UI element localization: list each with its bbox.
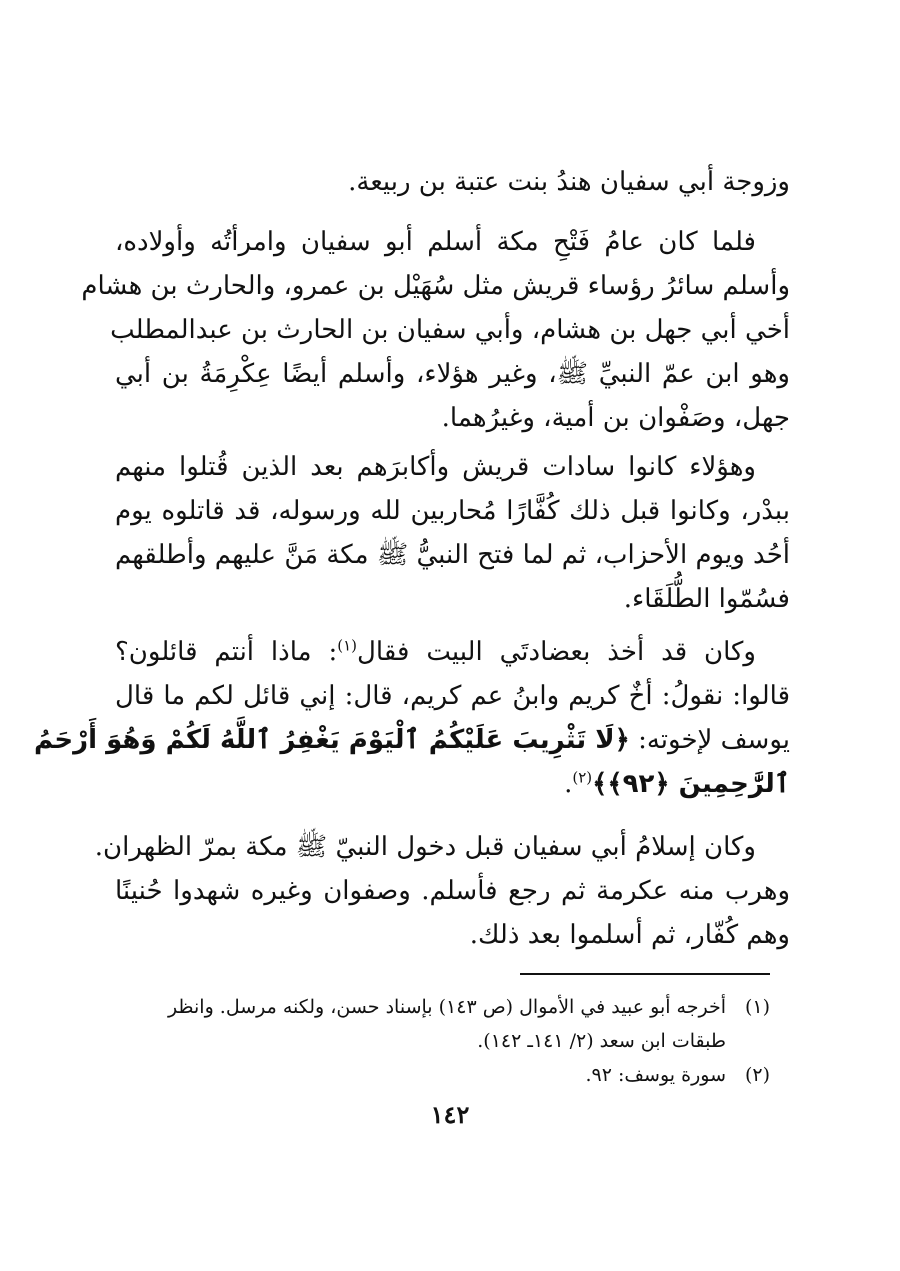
text-line: أخي أبي جهل بن هشام، وأبي سفيان بن الحارث بن عبدالمطلب (110, 315, 790, 345)
footnote-text: أخرجه أبو عبيد في الأموال (ص ١٤٣) بإسناد حسن، ولكنه مرسل. وانظر طبقات ابن سعد (٢/ ١٤١ـ ١٤٢). (167, 996, 726, 1052)
footnote-ref-2[interactable]: (٢) (572, 768, 593, 787)
text-line: وهؤلاء كانوا سادات قريش وأكابرَهم بعد الذين قُتلوا منهم (115, 452, 756, 482)
text-line: فسُمّوا الطُّلَقَاء. (623, 584, 790, 614)
paragraph-4 (34, 630, 790, 806)
paragraph-1 (115, 160, 790, 204)
text-line: وهرب منه عكرمة ثم رجع فأسلم. وصفوان وغيره شهدوا حُنينًا (115, 876, 790, 906)
page-number: ١٤٢ (430, 1100, 470, 1129)
text-line (115, 762, 790, 806)
text-segment: يوسف لإخوته: (629, 725, 790, 755)
text-line: جهل، وصَفْوان بن أمية، وغيرُهما. (441, 403, 790, 433)
text-line: وكان إسلامُ أبي سفيان قبل دخول النبيّ ﷺ مكة بمرّ الظهران. (94, 832, 756, 862)
text-segment: وكان قد أخذ بعضادتَي البيت فقال (357, 637, 756, 667)
paragraph-5 (94, 825, 790, 957)
footnote-number: (١) (744, 996, 770, 1018)
text-line: قالوا: نقولُ: أخٌ كريم وابنُ عم كريم، قال: إني قائل لكم ما قال (115, 681, 790, 711)
text-segment: . (564, 769, 573, 799)
footnote-separator (520, 973, 770, 975)
footnote-2 (130, 1058, 770, 1092)
text-line: وهو ابن عمّ النبيِّ ﷺ، وغير هؤلاء، وأسلم أيضًا عِكْرِمَةُ بن أبي (115, 359, 790, 389)
footnotes (130, 990, 770, 1092)
text-line: وهم كُفّار، ثم أسلموا بعد ذلك. (469, 920, 790, 950)
footnote-text: سورة يوسف: ٩٢. (585, 1064, 726, 1086)
paragraph-2 (81, 220, 790, 440)
quran-verse: ٱلرَّٰحِمِينَ ﴿٩٢﴾﴾ (592, 769, 790, 799)
footnote-ref-1[interactable]: (١) (337, 636, 358, 655)
text-line (115, 630, 790, 674)
text-line (34, 718, 790, 762)
footnote-number: (٢) (744, 1064, 770, 1086)
text-line: وزوجة أبي سفيان هندُ بنت عتبة بن ربيعة. (348, 167, 790, 197)
text-segment: : ماذا أنتم قائلون؟ (115, 637, 338, 667)
text-line: أحُد ويوم الأحزاب، ثم لما فتح النبيُّ ﷺ مكة مَنَّ عليهم وأطلقهم (115, 540, 790, 570)
quran-verse: ﴿لَا تَثْرِيبَ عَلَيْكُمُ ٱلْيَوْمَ يَغْفِرُ ٱللَّهُ لَكُمْ وَهُوَ أَرْحَمُ (34, 725, 630, 755)
paragraph-3 (115, 445, 790, 621)
text-line: وأسلم سائرُ رؤساء قريش مثل سُهَيْل بن عمرو، والحارث بن هشام (81, 271, 790, 301)
text-line: ببدْر، وكانوا قبل ذلك كُفَّارًا مُحاربين لله ورسوله، قد قاتلوه يوم (115, 496, 790, 526)
text-line: فلما كان عامُ فَتْحِ مكة أسلم أبو سفيان وامرأتُه وأولاده، (115, 227, 756, 257)
footnote-1 (130, 990, 770, 1058)
